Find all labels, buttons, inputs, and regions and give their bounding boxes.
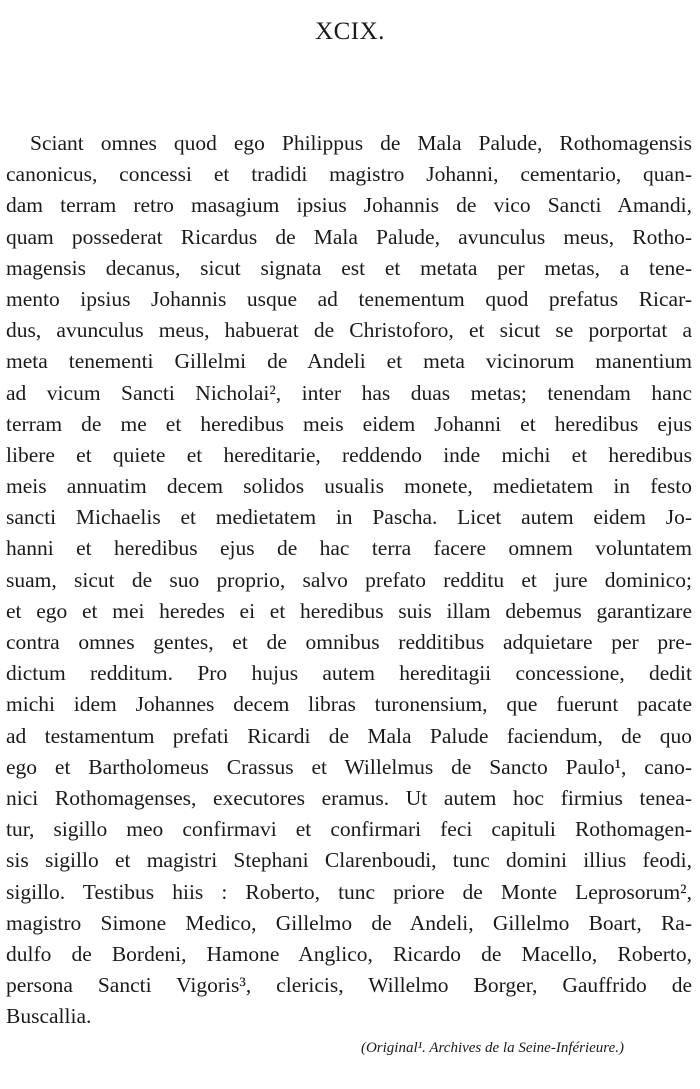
text-line: persona Sancti Vigoris³, clericis, Willelmo Borger, Gauffrido de bbox=[6, 973, 692, 998]
text-line: libere et quiete et hereditarie, reddendo inde michi et heredibus bbox=[6, 442, 692, 467]
text-line: mento ipsius Johannis usque ad tenementum quod prefatus Ricar- bbox=[6, 286, 692, 311]
text-line: magistro Simone Medico, Gillelmo de Andeli, Gillelmo Boart, Ra- bbox=[6, 910, 692, 935]
text-line: canonicus, concessi et tradidi magistro Johanni, cementario, quan- bbox=[6, 162, 692, 187]
charter-number-heading: XCIX. bbox=[315, 18, 385, 45]
text-line: quam possederat Ricardus de Mala Palude, avunculus meus, Rotho- bbox=[6, 224, 692, 249]
text-line: contra omnes gentes, et de omnibus redditibus adquietare per pre- bbox=[6, 630, 692, 654]
text-line: terram de me et heredibus meis eidem Johanni et heredibus ejus bbox=[6, 411, 692, 436]
text-line: suam, sicut de suo proprio, salvo prefato redditu et jure dominico; bbox=[6, 567, 692, 592]
text-line: meta tenementi Gillelmi de Andeli et meta vicinorum manentium bbox=[6, 349, 692, 374]
text-line: Buscallia. bbox=[6, 1004, 92, 1029]
text-line: dictum redditum. Pro hujus autem hereditagii concessione, dedit bbox=[6, 661, 692, 686]
source-note: (Original¹. Archives de la Seine-Inférieure.) bbox=[360, 1040, 624, 1056]
text-line: ad testamentum prefati Ricardi de Mala Palude faciendum, de quo bbox=[6, 723, 692, 748]
text-line: ego et Bartholomeus Crassus et Willelmus de Sancto Paulo¹, cano- bbox=[6, 754, 692, 779]
text-line: meis annuatim decem solidos usualis monete, medietatem in festo bbox=[6, 474, 692, 499]
text-line: sis sigillo et magistri Stephani Clarenboudi, tunc domini illius feodi, bbox=[6, 848, 692, 873]
text-line: sigillo. Testibus hiis : Roberto, tunc priore de Monte Leprosorum², bbox=[6, 879, 692, 904]
text-line: nici Rothomagenses, executores eramus. Ut autem hoc firmius tenea- bbox=[6, 785, 692, 810]
text-line: magensis decanus, sicut signata est et metata per metas, a tene- bbox=[6, 255, 692, 280]
text-line: Sciant omnes quod ego Philippus de Mala Palude, Rothomagensis bbox=[30, 131, 692, 155]
text-line: tur, sigillo meo confirmavi et confirmari feci capituli Rothomagen- bbox=[6, 817, 692, 842]
text-line: ad vicum Sancti Nicholai², inter has duas metas; tenendam hanc bbox=[6, 380, 692, 405]
text-line: dam terram retro masagium ipsius Johannis de vico Sancti Amandi, bbox=[6, 193, 692, 218]
text-line: sancti Michaelis et medietatem in Pascha. Licet autem eidem Jo- bbox=[6, 505, 692, 530]
charter-text bbox=[6, 128, 692, 1032]
text-line: et ego et mei heredes ei et heredibus suis illam debemus garantizare bbox=[6, 598, 692, 623]
text-line: dus, avunculus meus, habuerat de Christoforo, et sicut se porportat a bbox=[6, 318, 692, 343]
text-line: dulfo de Bordeni, Hamone Anglico, Ricardo de Macello, Roberto, bbox=[6, 941, 692, 966]
text-line: hanni et heredibus ejus de hac terra facere omnem voluntatem bbox=[6, 536, 692, 561]
text-line: michi idem Johannes decem libras turonensium, que fuerunt pacate bbox=[6, 692, 692, 717]
